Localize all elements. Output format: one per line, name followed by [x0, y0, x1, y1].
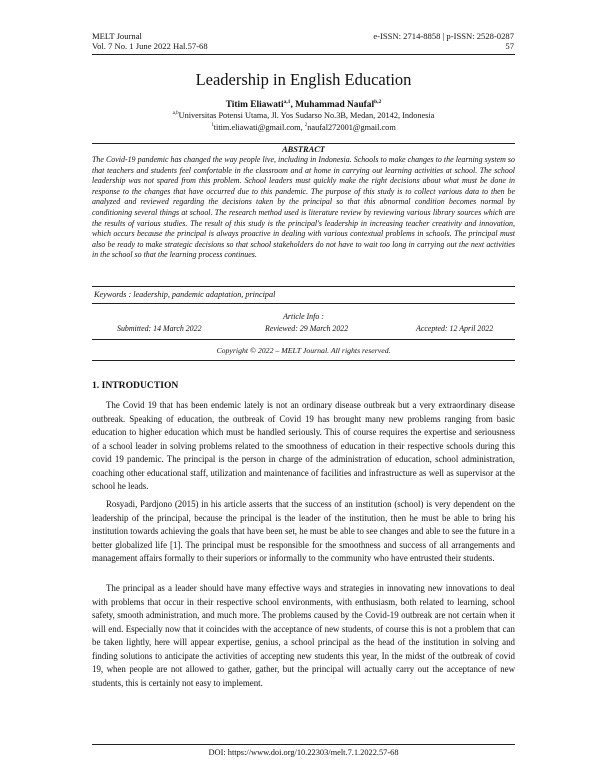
author-emails: $^1$titim.eliawati@gmail.com, $^2$naufal272001@gmail.com: [211, 122, 396, 132]
running-header-right: [373, 31, 514, 51]
email-2: naufal272001@gmail.com: [307, 122, 396, 132]
article-info-rule: [92, 339, 515, 340]
email-1: titim.eliawati@gmail.com,: [213, 122, 305, 132]
journal-issn: e-ISSN: 2714-8858 | p-ISSN: 2528-0287: [373, 31, 514, 41]
journal-volume: Vol. 7 No. 1 June 2022 Hal.57-68: [92, 41, 208, 51]
author-2: Muhammad Naufal: [295, 100, 375, 111]
intro-paragraph-1: The Covid 19 that has been endemic lately is not an ordinary disease outbreak but a very extraordinary disease outbreak. Speaking of education, the outbreak of Covid 19 has brought many new problems ranging from basic education to higher education which must be handled seriously. This of course requires the expertise and seriousness of a school leader in solving problems related to the smoothness of education in their respective schools during this covid 19 pandemic. The principal is the person in charge of the administration of education, school administration, coaching other educational staff, utilization and maintenance of facilities and infrastructure as well as supervisor at the school he leads.: [92, 400, 515, 491]
running-header-left: [92, 31, 208, 51]
accepted-date: Accepted: 12 April 2022: [416, 324, 494, 333]
abstract-body: The Covid-19 pandemic has changed the way people live, including in Indonesia. Schools to make changes to the learning system so that teachers and students feel comfortable in the classroom and at home in carrying out learning activities at school. The school leadership was not spared from this problem. School leaders must quickly make the right decisions about what must be done in response to the changes that have occurred due to this pandemic. The purpose of this study is to collect various data to then be analyzed and reviewed regarding the decisions taken by the principal so that this abnormal condition becomes normal by conditioning several things at school. The research method used is literature review by reviewing various library sources which are the results of various studies. The result of this study is the principal's leadership in increasing teacher creativity and innovation, which occurs because the principal is always proactive in dealing with various contextual problems in schools. The principal must also be ready to make strategic decisions so that school stakeholders do not have to wait too long in carrying out the next activities in the school so that the learning process continues.: [92, 155, 515, 260]
header-rule: [92, 54, 515, 55]
intro-paragraph-3: The principal as a leader should have many effective ways and strategies in innovating new innovations to deal with problems that occur in their respective school environments, with enthusiasm, both related to learning, school safety, smooth administration, and much more. The problems caused by the Covid-19 outbreak are not certain when it will end. Especially now that it coincides with the acceptance of new students, of course this is not a problem that can be taken lightly, here will appear expertise, genius, a school principal as the head of the institution in solving and finding solutions to anticipate the activities of accepting new students this year, In the midst of the outbreak of covid 19, when people are not allowed to gather, gather, but the principal will actually carry out the acceptance of new students, this is certainly not easy to implement.: [92, 583, 515, 688]
page-number: 57: [505, 41, 514, 51]
intro-paragraph-2: Rosyadi, Pardjono (2015) in his article asserts that the success of an institution (school) is very dependent on the leadership of the principal, because the principal is the leader of the institution, then he must be able to bring his institution towards achieving the goals that have been set, he must be able to see changes and able to see the future in a better globalized life [1]. The principal must be responsible for the smoothness and success of all arrangements and management affairs formally to their superiors or informally to the community who have entrusted their students.: [92, 499, 515, 563]
keywords: Keywords : leadership, pandemic adaptation, principal: [94, 290, 276, 299]
keywords-bottom-rule: [92, 303, 515, 304]
page-title: Leadership in English Education: [195, 70, 412, 89]
section-heading: 1. INTRODUCTION: [92, 380, 179, 391]
abstract-top-rule: [92, 143, 515, 144]
copyright-rule: [92, 360, 515, 361]
affiliation: $^{a,b}$Universitas Potensi Utama, Jl. Yos Sudarso No.3B, Medan, 20142, Indonesia: [172, 110, 435, 120]
article-info-heading: Article Info :: [283, 312, 324, 321]
journal-name: MELT Journal: [92, 31, 142, 41]
keywords-top-rule: [92, 286, 515, 287]
reviewed-date: Reviewed: 29 March 2022: [265, 324, 349, 333]
author-1: Titim Eliawati: [225, 100, 284, 111]
doi-footer: DOI: https://www.doi.org/10.22303/melt.7.1.2022.57-68: [208, 748, 399, 757]
footer-rule: [92, 744, 515, 745]
submitted-date: Submitted: 14 March 2022: [117, 324, 202, 333]
abstract-heading: ABSTRACT: [282, 145, 325, 154]
copyright: Copyright © 2022 – MELT Journal. All rights reserved.: [216, 346, 391, 355]
authors-line: Titim Eliawati$^{a,1}$, Muhammad Naufal$^{b,2}$: [225, 99, 382, 111]
